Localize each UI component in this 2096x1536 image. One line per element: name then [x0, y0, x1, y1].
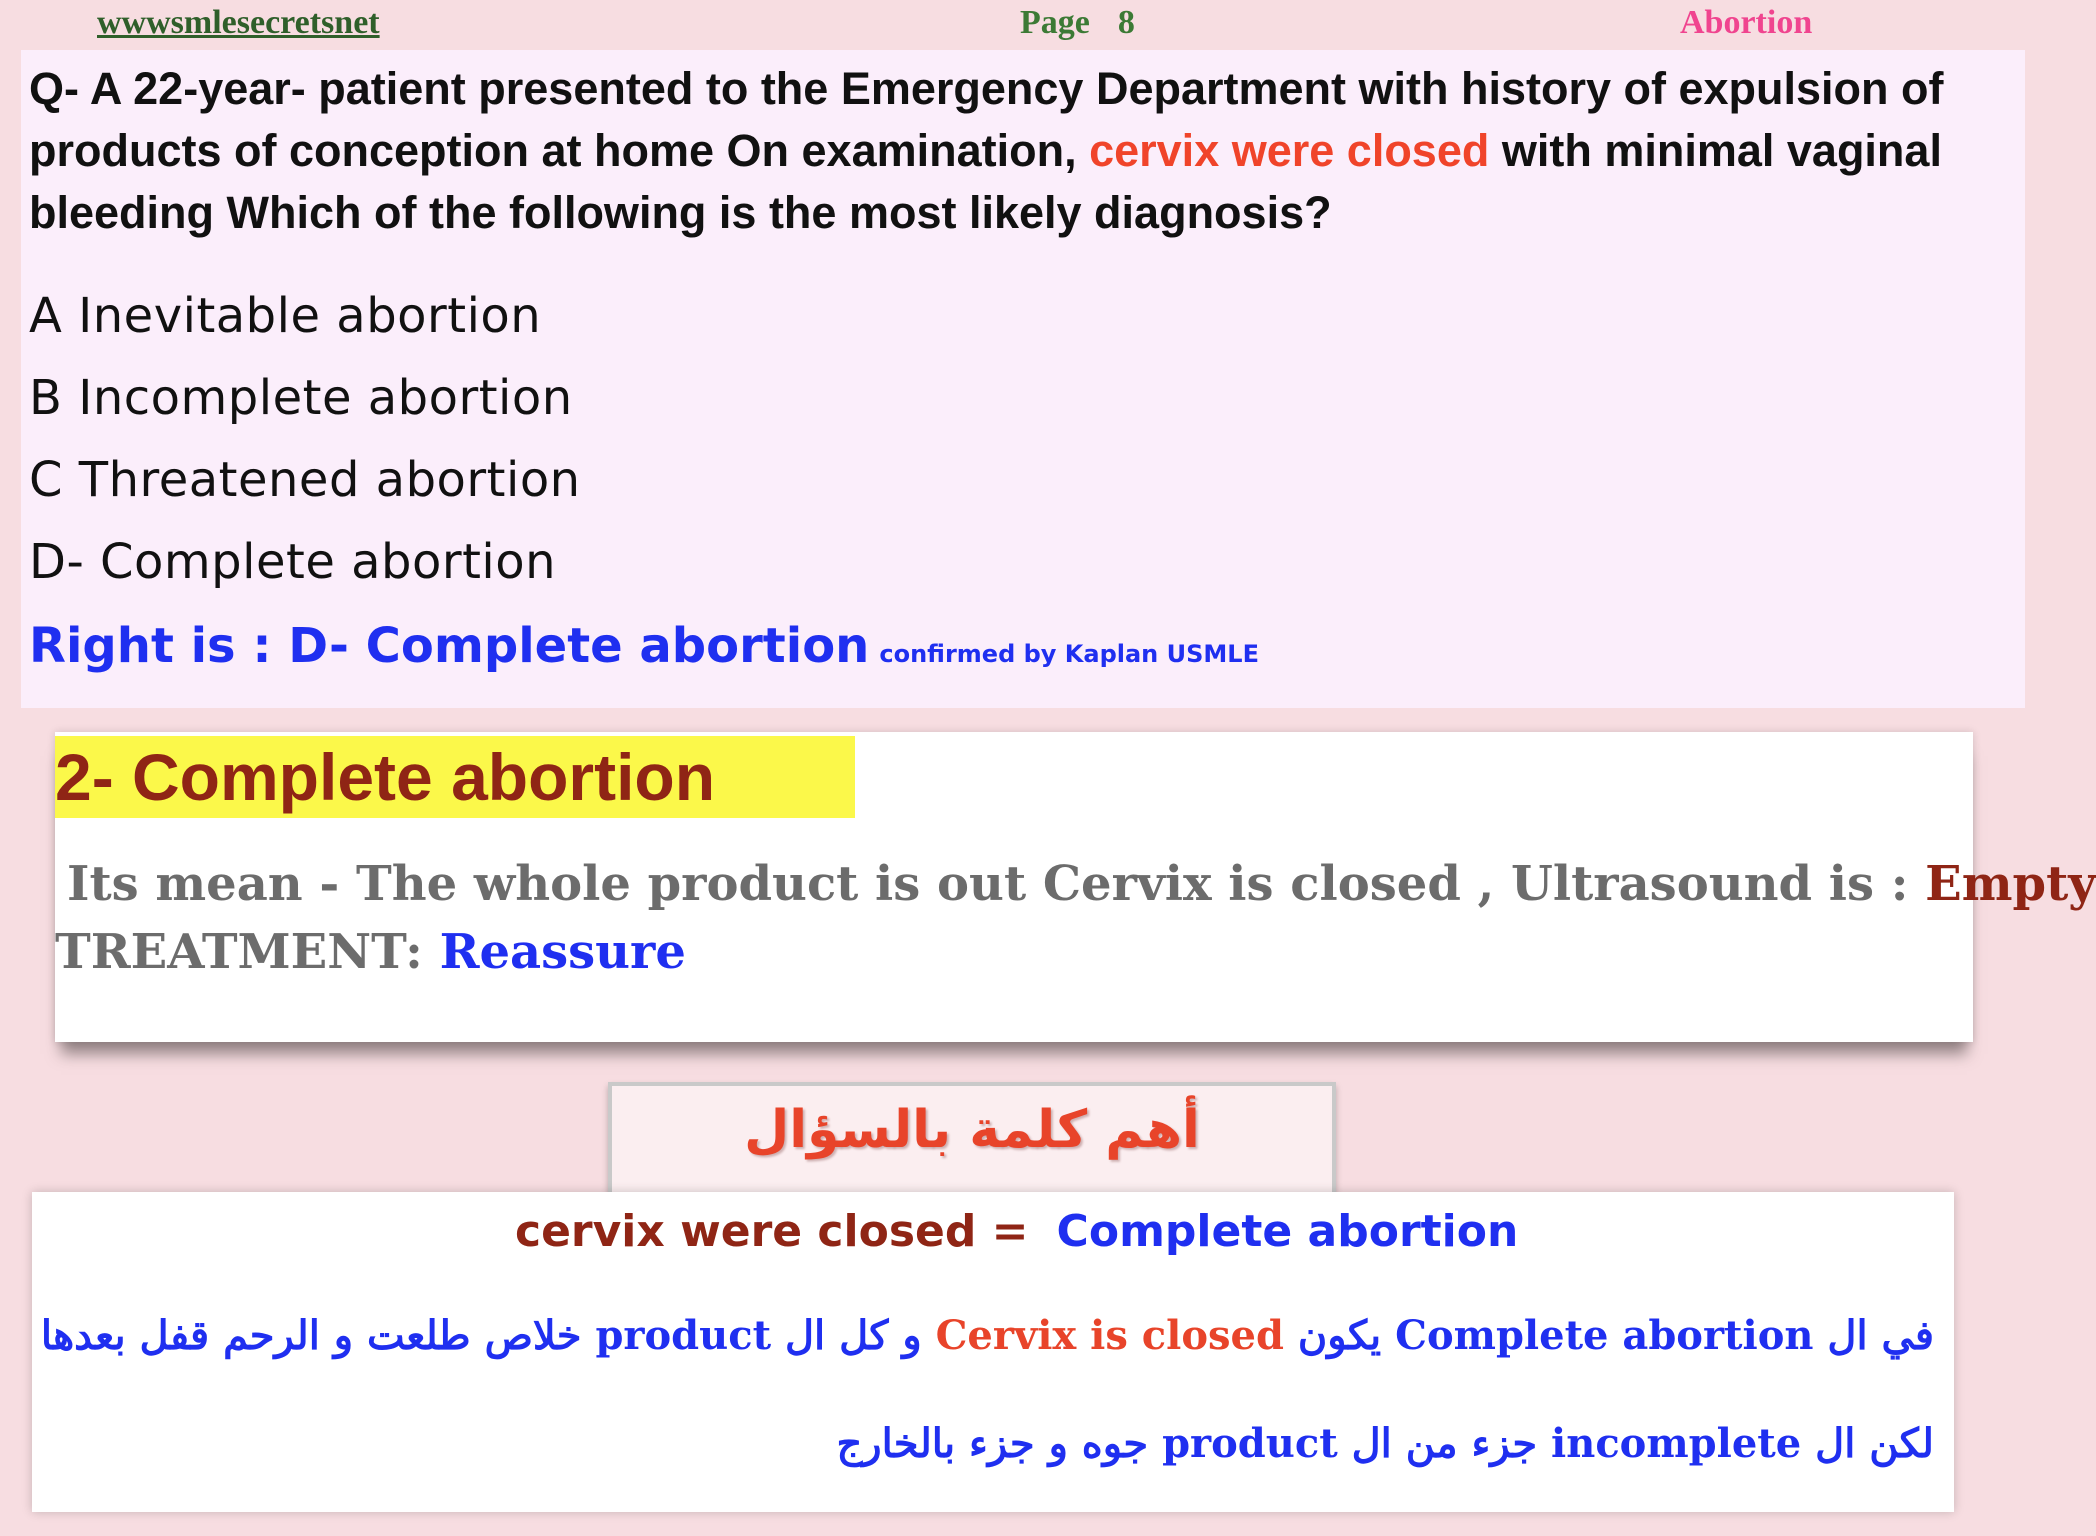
- line1-part-g: خلاص طلعت و الرحم قفل بعدها: [40, 1312, 596, 1359]
- answer-text: Right is : D- Complete abortion: [29, 618, 870, 674]
- line1-part-f: product: [595, 1312, 772, 1359]
- question-box: [21, 50, 2025, 708]
- arabic-explanation-line-2: [836, 1420, 1934, 1467]
- line2-part-b: incomplete: [1551, 1420, 1802, 1467]
- explanation-title: 2- Complete abortion: [55, 736, 855, 818]
- page-label: Page: [1020, 4, 1090, 41]
- keyword-lhs: cervix were closed =: [515, 1206, 1029, 1257]
- meaning-text: Its mean - The whole product is out Cervix is closed , Ultrasound is :: [67, 856, 1926, 912]
- line1-part-e: و كل ال: [771, 1312, 936, 1359]
- option-c: C Threatened abortion: [29, 452, 581, 508]
- line1-part-d: Cervix is closed: [935, 1312, 1284, 1359]
- page-header: [0, 0, 2047, 50]
- topic-label: Abortion: [1680, 4, 1813, 41]
- treatment-line: [55, 924, 686, 980]
- treatment-label: TREATMENT:: [55, 924, 440, 980]
- page-number: 8: [1117, 4, 1135, 41]
- question-text-after: with minimal vaginal bleeding Which of the following is the most likely diagnosis?: [29, 125, 1942, 238]
- explanation-card: [55, 732, 2096, 1042]
- site-name[interactable]: wwwsmlesecretsnet: [97, 4, 380, 41]
- question-highlight: cervix were closed: [1089, 125, 1490, 176]
- keyword-equation: [515, 1206, 1518, 1257]
- ultrasound-result: Empty: [1925, 856, 2096, 912]
- line2-part-e: جوه و جزء بالخارج: [836, 1420, 1163, 1467]
- line2-part-c: جزء من ال: [1337, 1420, 1552, 1467]
- keyword-heading: أهم كلمة بالسؤال: [744, 1100, 1200, 1160]
- line1-part-a: في ال: [1813, 1312, 1934, 1359]
- explanation-meaning: [67, 856, 2096, 912]
- question-text: [29, 58, 2019, 244]
- keyword-rhs: Complete abortion: [1056, 1206, 1519, 1257]
- page-indicator: [1020, 4, 1135, 42]
- arabic-explanation-line-1: [41, 1312, 1934, 1359]
- line2-part-d: product: [1162, 1420, 1338, 1467]
- correct-answer: [29, 618, 1259, 674]
- option-a: A Inevitable abortion: [29, 288, 542, 344]
- question-text-before: Q- A 22-year- patient presented to the Emergency Department with history of expulsion of products of conception at home On examination,: [29, 63, 1944, 176]
- option-b: B Incomplete abortion: [29, 370, 573, 426]
- keyword-card: [32, 1192, 1954, 1512]
- line1-part-c: يكون: [1283, 1312, 1396, 1359]
- line1-part-b: Complete abortion: [1395, 1312, 1814, 1359]
- option-d: D- Complete abortion: [29, 534, 557, 590]
- treatment-value: Reassure: [439, 924, 686, 980]
- line2-part-a: لكن ال: [1801, 1420, 1934, 1467]
- answer-confirmation: confirmed by Kaplan USMLE: [879, 640, 1259, 668]
- keyword-heading-box: [608, 1082, 1336, 1196]
